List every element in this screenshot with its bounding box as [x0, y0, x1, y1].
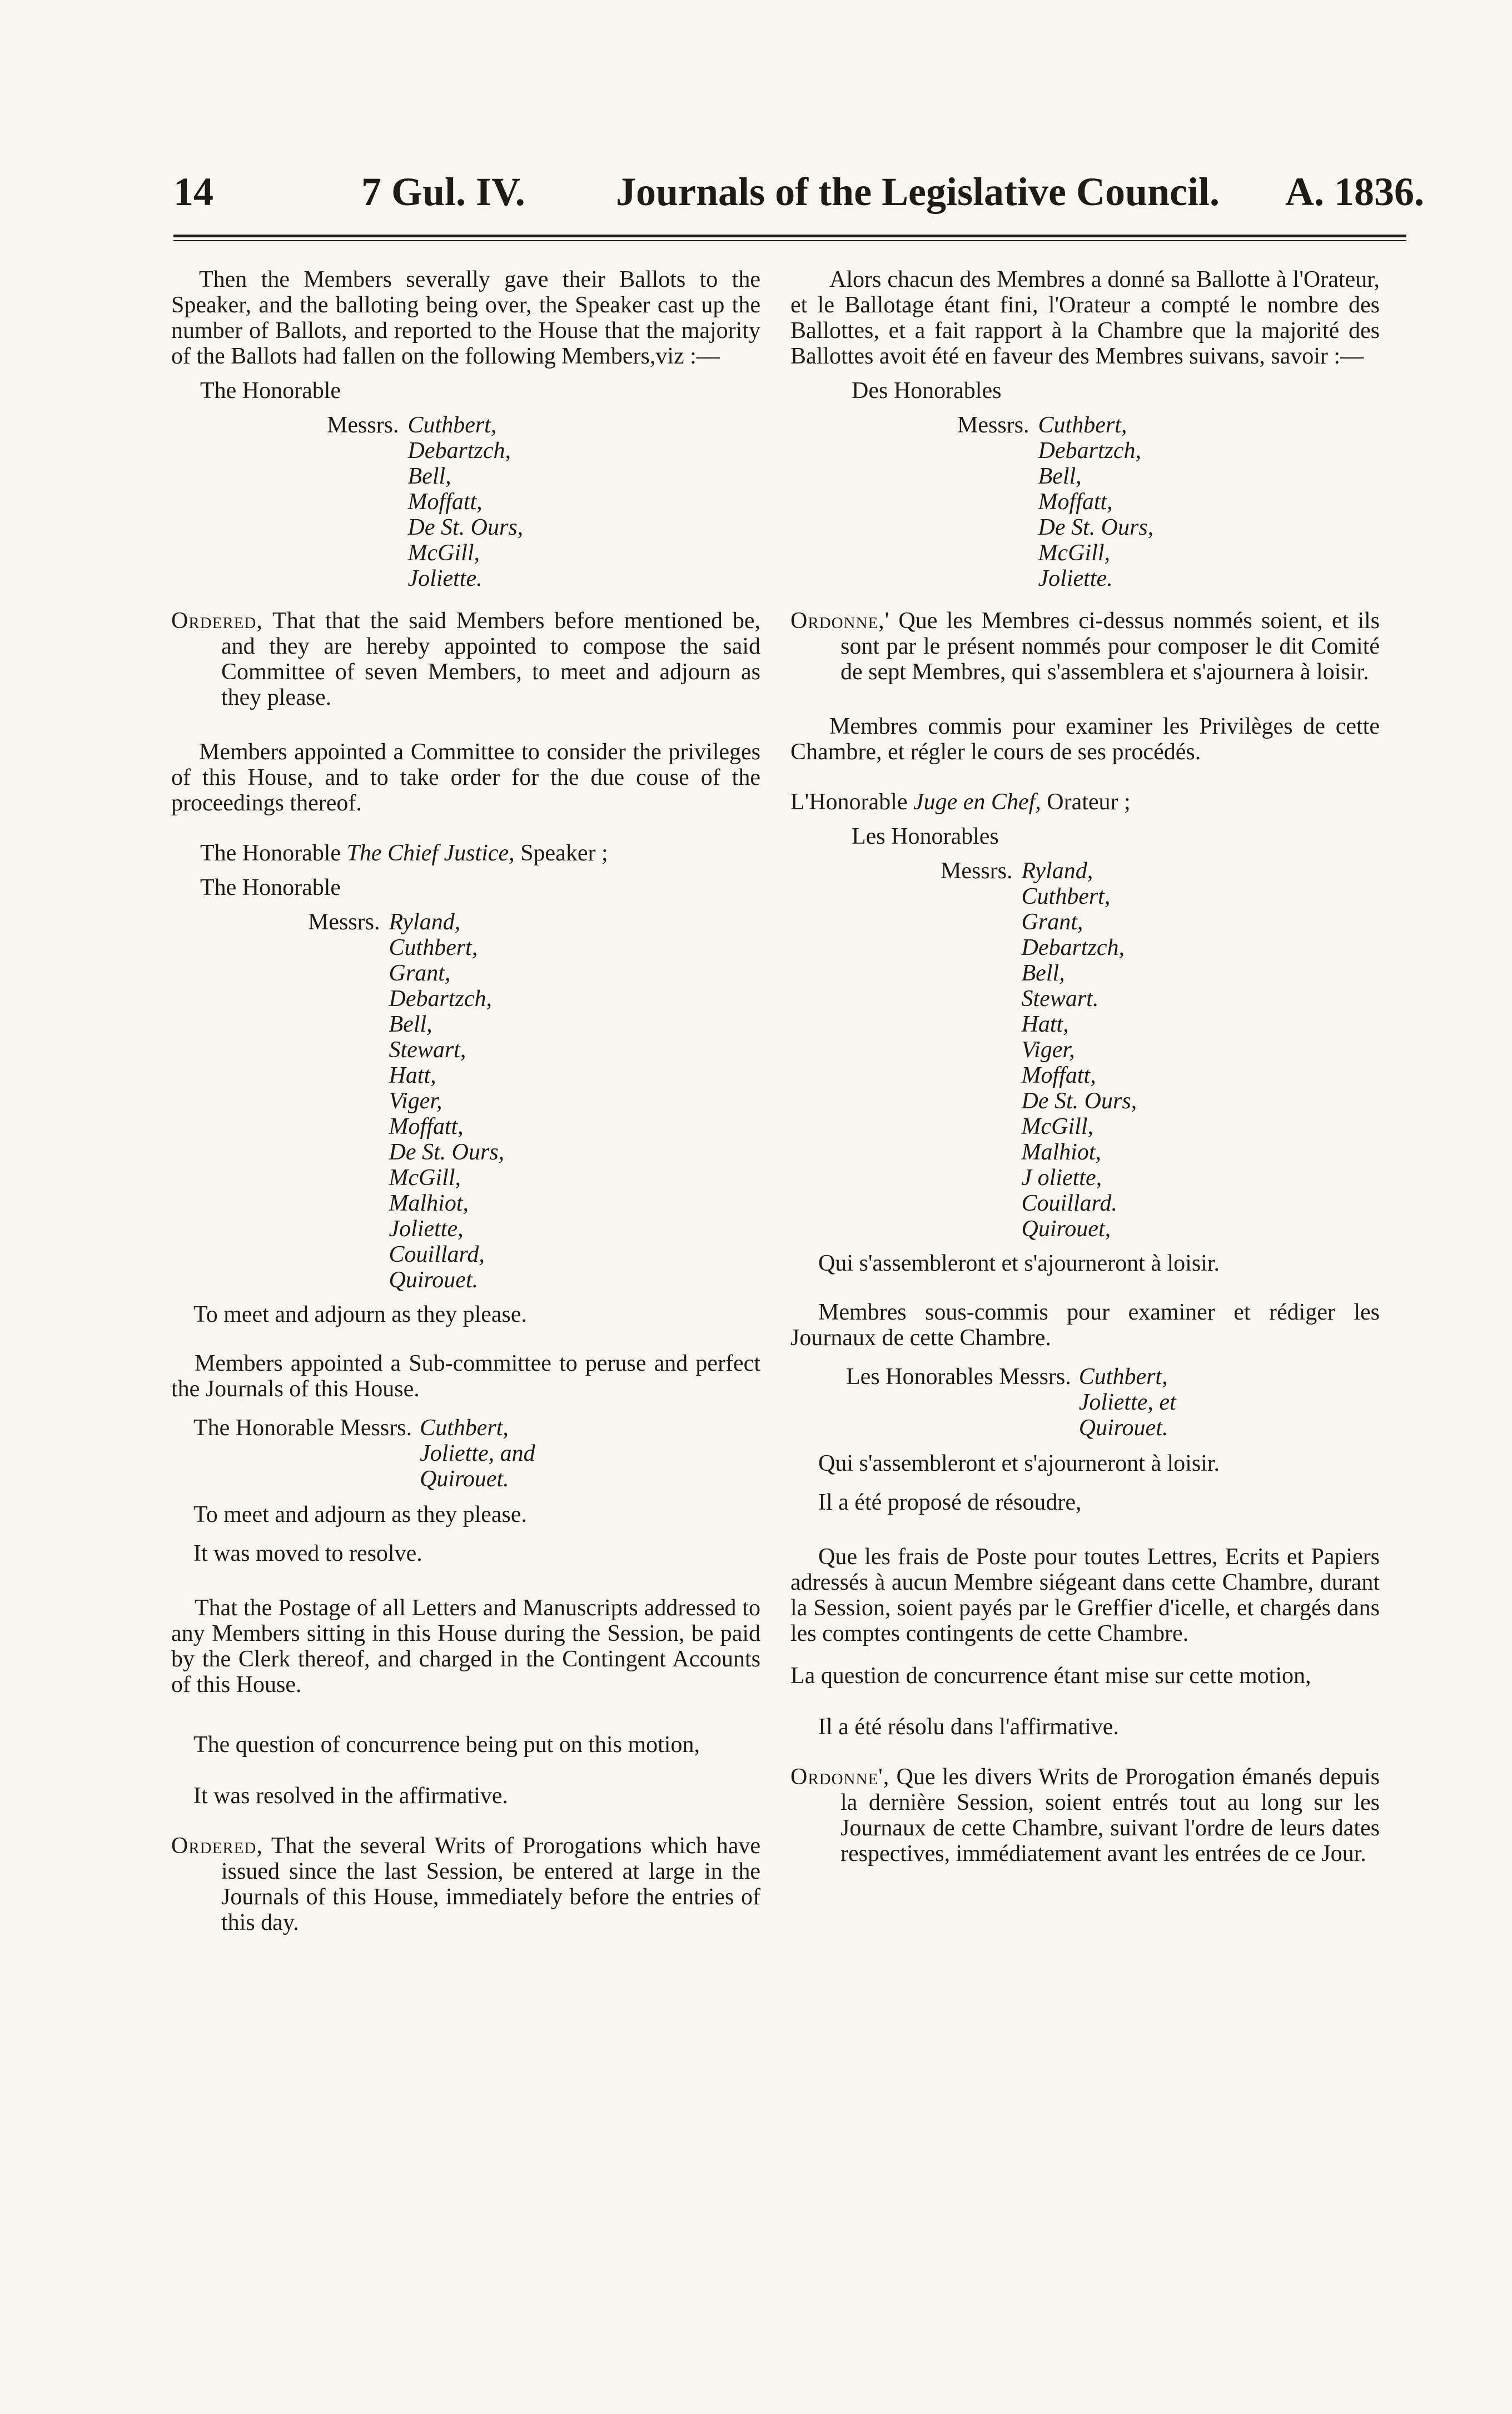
ordered-text: That that the said Members before mentioned be, and they are hereby appointed to compose the said Committee of seven Members, to meet and adjourn as they please. [221, 608, 760, 710]
ordered-paragraph [171, 1833, 760, 1935]
member-name: Hatt, [1021, 1012, 1069, 1037]
speaker-line [171, 840, 760, 866]
member-names [1029, 412, 1154, 591]
member-list [171, 1415, 760, 1492]
privileges-paragraph: Members appointed a Committee to consider the privileges of this House, and to take order for the due couse of the proceedings thereof. [171, 739, 760, 816]
member-name: Grant, [1021, 909, 1083, 935]
member-names [1071, 1364, 1176, 1441]
member-name: Debartzch, [1038, 438, 1141, 464]
member-name: De St. Ours, [1021, 1088, 1137, 1114]
member-name: Viger, [1021, 1037, 1075, 1063]
speaker-prefix: L'Honorable [790, 789, 908, 815]
ordered-text: Que les divers Writs de Prorogation émanés depuis la dernière Session, soient entrés tout au long sur les Journaux de cette Chambre, suivant l'ordre de leurs dates respectives, immédiatement avant les entrées de ce Jour. [840, 1764, 1380, 1867]
messrs-label: Messrs. [957, 412, 1029, 438]
postage-paragraph: Que les frais de Poste pour toutes Lettres, Ecrits et Papiers adressés à aucun Membre siégeant dans cette Chambre, durant la Session, soient payés par le Greffier d'icelle, et chargés dans les comptes contingents de cette Chambre. [790, 1544, 1380, 1646]
member-name: Cuthbert, [389, 935, 478, 960]
member-name: Moffatt, [1021, 1063, 1096, 1088]
reign-label: 7 Gul. IV. [361, 170, 525, 214]
journal-title: Journals of the Legislative Council. [616, 170, 1220, 214]
member-name: Stewart, [389, 1037, 466, 1063]
member-names [412, 1415, 535, 1492]
member-list [171, 909, 760, 1293]
member-name: McGill, [407, 540, 480, 566]
ballot-paragraph: Alors chacun des Membres a donné sa Ballotte à l'Orateur, et le Ballotage étant fini, l'Orateur a compté le nombre des Ballottes, et a fait rapport à la Chambre que la majorité des Ballottes avoit été en faveur des Membres suivans, savoir :— [790, 267, 1380, 369]
privileges-paragraph: Membres commis pour examiner les Privilèges de cette Chambre, et régler le cours de ses procédés. [790, 714, 1380, 765]
member-name: Bell, [1021, 960, 1065, 986]
member-name: Debartzch, [407, 438, 511, 464]
honorable-messrs-label: The Honorable Messrs. [193, 1415, 412, 1441]
member-names [380, 909, 505, 1293]
meet-line: Qui s'assembleront et s'ajourneront à loisir. [818, 1451, 1220, 1476]
ordered-label: Ordered, [171, 608, 263, 634]
honorable-messrs-label: Les Honorables Messrs. [846, 1364, 1071, 1390]
member-name: Quirouet. [420, 1466, 509, 1492]
member-name: Joliette. [1038, 566, 1113, 591]
honorable-label: Les Honorables [852, 824, 999, 849]
question-line: The question of concurrence being put on this motion, [193, 1732, 700, 1758]
ordered-label: Ordonne', [790, 1764, 890, 1790]
honorable-label: The Honorable [200, 875, 341, 900]
member-name: De St. Ours, [1038, 515, 1154, 540]
member-name: Moffatt, [407, 489, 483, 515]
year-label: A. 1836. [1285, 170, 1424, 214]
english-column [171, 267, 760, 1935]
page-number: 14 [173, 170, 213, 214]
ordered-text: That the several Writs of Prorogations which have issued since the last Session, be entered at large in the Journals of this House, immediately before the entries of this day. [221, 1833, 760, 1935]
messrs-label: Messrs. [327, 412, 399, 438]
member-name: J oliette, [1021, 1165, 1102, 1191]
member-name: De St. Ours, [389, 1139, 505, 1165]
member-name: Malhiot, [389, 1191, 469, 1216]
member-names [399, 412, 524, 591]
speaker-prefix: The Honorable [200, 840, 341, 866]
member-name: Bell, [1038, 464, 1082, 489]
subcommittee-paragraph: Membres sous-commis pour examiner et rédiger les Journaux de cette Chambre. [790, 1300, 1380, 1351]
member-name: Joliette, and [420, 1441, 535, 1466]
ordered-paragraph [790, 608, 1380, 685]
member-name: Bell, [389, 1012, 432, 1037]
member-name: Cuthbert, [407, 412, 497, 438]
member-name: Cuthbert, [1021, 884, 1111, 909]
meet-line: To meet and adjourn as they please. [193, 1302, 528, 1327]
member-name: Viger, [389, 1088, 442, 1114]
messrs-label: Messrs. [941, 858, 1013, 884]
ordered-text: Que les Membres ci-dessus nommés soient, et ils sont par le présent nommés pour composer le dit Comité de sept Membres, qui s'assemblera et s'ajournera à loisir. [840, 608, 1380, 685]
member-name: Joliette, [389, 1216, 464, 1242]
member-name: Hatt, [389, 1063, 436, 1088]
ordered-paragraph [790, 1764, 1380, 1867]
member-list [171, 412, 760, 591]
member-list [790, 1364, 1380, 1441]
member-name: Debartzch, [1021, 935, 1125, 960]
speaker-name: The Chief Justice, [346, 840, 515, 866]
member-name: McGill, [389, 1165, 461, 1191]
member-name: Joliette, et [1078, 1390, 1176, 1415]
member-name: McGill, [1021, 1114, 1093, 1139]
member-name: Ryland, [389, 909, 461, 935]
ballot-paragraph: Then the Members severally gave their Ballots to the Speaker, and the balloting being over, the Speaker cast up the number of Ballots, and reported to the House that the majority of the Ballots had fallen on the following Members,viz :— [171, 267, 760, 369]
member-name: Stewart. [1021, 986, 1099, 1012]
member-name: Malhiot, [1021, 1139, 1102, 1165]
honorable-label: Des Honorables [852, 378, 1002, 404]
member-name: Moffatt, [1038, 489, 1113, 515]
messrs-label: Messrs. [308, 909, 380, 935]
member-name: Cuthbert, [420, 1415, 509, 1441]
speaker-suffix: Orateur ; [1047, 789, 1131, 815]
member-list [790, 858, 1380, 1242]
ordered-label: Ordonne,' [790, 608, 890, 634]
header-rule [173, 235, 1406, 237]
question-line: La question de concurrence étant mise sur cette motion, [790, 1663, 1311, 1689]
member-name: McGill, [1038, 540, 1110, 566]
member-name: Joliette. [407, 566, 483, 591]
member-name: Ryland, [1021, 858, 1093, 884]
header-rule-thin [173, 240, 1406, 241]
member-name: Quirouet. [1078, 1415, 1168, 1441]
speaker-name: Juge en Chef, [913, 789, 1041, 815]
meet-line: Qui s'assembleront et s'ajourneront à loisir. [818, 1251, 1220, 1276]
member-name: Quirouet, [1021, 1216, 1111, 1242]
speaker-suffix: Speaker ; [520, 840, 608, 866]
moved-line: Il a été proposé de résoudre, [818, 1490, 1082, 1515]
member-name: De St. Ours, [407, 515, 524, 540]
postage-paragraph: That the Postage of all Letters and Manuscripts addressed to any Members sitting in this House during the Session, be paid by the Clerk thereof, and charged in the Contingent Accounts of this House. [171, 1595, 760, 1698]
member-name: Quirouet. [389, 1267, 479, 1293]
member-name: Couillard, [389, 1242, 485, 1267]
ordered-paragraph [171, 608, 760, 710]
honorable-label: The Honorable [200, 378, 341, 404]
french-column [790, 267, 1380, 1867]
member-name: Grant, [389, 960, 451, 986]
member-list [790, 412, 1380, 591]
meet-line: To meet and adjourn as they please. [193, 1502, 528, 1527]
member-name: Bell, [407, 464, 451, 489]
member-name: Moffatt, [389, 1114, 464, 1139]
speaker-line [790, 789, 1380, 815]
member-names [1013, 858, 1137, 1242]
member-name: Debartzch, [389, 986, 492, 1012]
subcommittee-paragraph: Members appointed a Sub-committee to peruse and perfect the Journals of this House. [171, 1351, 760, 1402]
resolved-line: Il a été résolu dans l'affirmative. [818, 1714, 1119, 1740]
member-name: Couillard. [1021, 1191, 1117, 1216]
ordered-label: Ordered, [171, 1833, 263, 1859]
member-name: Cuthbert, [1078, 1364, 1168, 1390]
resolved-line: It was resolved in the affirmative. [193, 1783, 509, 1809]
member-name: Cuthbert, [1038, 412, 1127, 438]
moved-line: It was moved to resolve. [193, 1541, 422, 1566]
